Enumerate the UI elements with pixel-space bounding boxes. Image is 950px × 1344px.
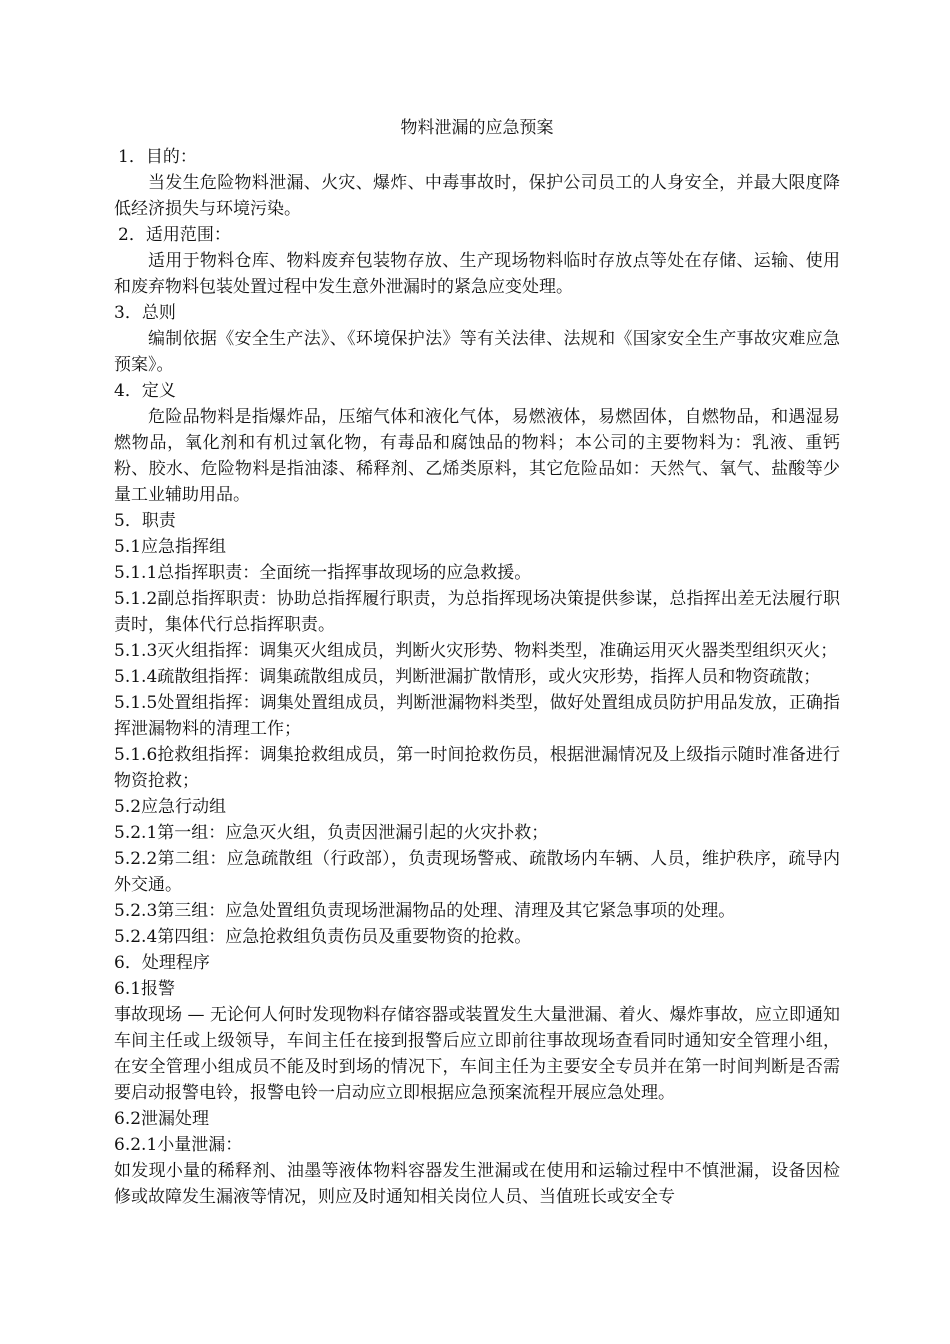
subsection-leak-handling: 6.2泄漏处理 bbox=[114, 1109, 210, 1129]
section-heading-definition: 4．定义 bbox=[114, 381, 176, 401]
section-heading-duties: 5．职责 bbox=[114, 511, 176, 531]
item-6-2-1: 6.2.1小量泄漏： bbox=[114, 1135, 243, 1155]
document-title: 物料泄漏的应急预案 bbox=[400, 118, 554, 138]
paragraph-scope: 适用于物料仓库、物料废弃包装物存放、生产现场物料临时存放点等处在存储、运输、使用和废弃物料包装处置过程中发生意外泄漏时的紧急应变处理。 bbox=[114, 251, 840, 297]
item-5-2-4: 5.2.4第四组：应急抢救组负责伤员及重要物资的抢救。 bbox=[114, 927, 532, 947]
item-5-1-4: 5.1.4疏散组指挥：调集疏散组成员，判断泄漏扩散情形，或火灾形势，指挥人员和物资疏散； bbox=[114, 667, 821, 687]
paragraph-small-leak: 如发现小量的稀释剂、油墨等液体物料容器发生泄漏或在使用和运输过程中不慎泄漏，设备因检修或故障发生漏液等情况，则应及时通知相关岗位人员、当值班长或安全专 bbox=[114, 1161, 840, 1207]
item-5-1-6: 5.1.6抢救组指挥：调集抢救组成员，第一时间抢救伤员，根据泄漏情况及上级指示随时准备进行物资抢救； bbox=[114, 745, 840, 791]
section-heading-purpose: 1．目的： bbox=[118, 147, 197, 167]
item-5-2-3: 5.2.3第三组：应急处置组负责现场泄漏物品的处理、清理及其它紧急事项的处理。 bbox=[114, 901, 736, 921]
section-heading-scope: 2．适用范围： bbox=[118, 225, 231, 245]
paragraph-definition: 危险品物料是指爆炸品，压缩气体和液化气体，易燃液体，易燃固体，自燃物品，和遇湿易燃物品，氧化剂和有机过氧化物，有毒品和腐蚀品的物料；本公司的主要物料为：乳液、重钙粉、胶水、危险物料是指油漆、稀释剂、乙烯类原料，其它危险品如：天然气、氧气、盐酸等少量工业辅助用品。 bbox=[114, 407, 840, 505]
item-5-1-2: 5.1.2副总指挥职责：协助总指挥履行职责，为总指挥现场决策提供参谋，总指挥出差无法履行职责时，集体代行总指挥职责。 bbox=[114, 589, 840, 635]
item-5-1-1: 5.1.1总指挥职责：全面统一指挥事故现场的应急救援。 bbox=[114, 563, 532, 583]
paragraph-purpose: 当发生危险物料泄漏、火灾、爆炸、中毒事故时，保护公司员工的人身安全，并最大限度降低经济损失与环境污染。 bbox=[114, 173, 840, 219]
section-heading-general: 3．总则 bbox=[114, 303, 176, 323]
section-heading-procedure: 6．处理程序 bbox=[114, 953, 210, 973]
subsection-command-group: 5.1应急指挥组 bbox=[114, 537, 227, 557]
subsection-action-group: 5.2应急行动组 bbox=[114, 797, 227, 817]
item-5-1-3: 5.1.3灭火组指挥：调集灭火组成员，判断火灾形势、物料类型，准确运用灭火器类型组织灭火； bbox=[114, 641, 838, 661]
subsection-alarm: 6.1报警 bbox=[114, 979, 176, 999]
paragraph-alarm: 事故现场 — 无论何人何时发现物料存储容器或装置发生大量泄漏、着火、爆炸事故，应立即通知车间主任或上级领导，车间主任在接到报警后应立即前往事故现场查看同时通知安全管理小组，在安全管理小组成员不能及时到场的情况下，车间主任为主要安全专员并在第一时间判断是否需要启动报警电铃，报警电铃一启动应立即根据应急预案流程开展应急处理。 bbox=[114, 1005, 840, 1103]
item-5-2-2: 5.2.2第二组：应急疏散组（行政部），负责现场警戒、疏散场内车辆、人员，维护秩序，疏导内外交通。 bbox=[114, 849, 840, 895]
paragraph-general: 编制依据《安全生产法》、《环境保护法》等有关法律、法规和《国家安全生产事故灾难应急预案》。 bbox=[114, 329, 840, 375]
item-5-1-5: 5.1.5处置组指挥：调集处置组成员，判断泄漏物料类型，做好处置组成员防护用品发放，正确指挥泄漏物料的清理工作； bbox=[114, 693, 840, 739]
item-5-2-1: 5.2.1第一组：应急灭火组，负责因泄漏引起的火灾扑救； bbox=[114, 823, 549, 843]
document-body bbox=[114, 112, 840, 1210]
